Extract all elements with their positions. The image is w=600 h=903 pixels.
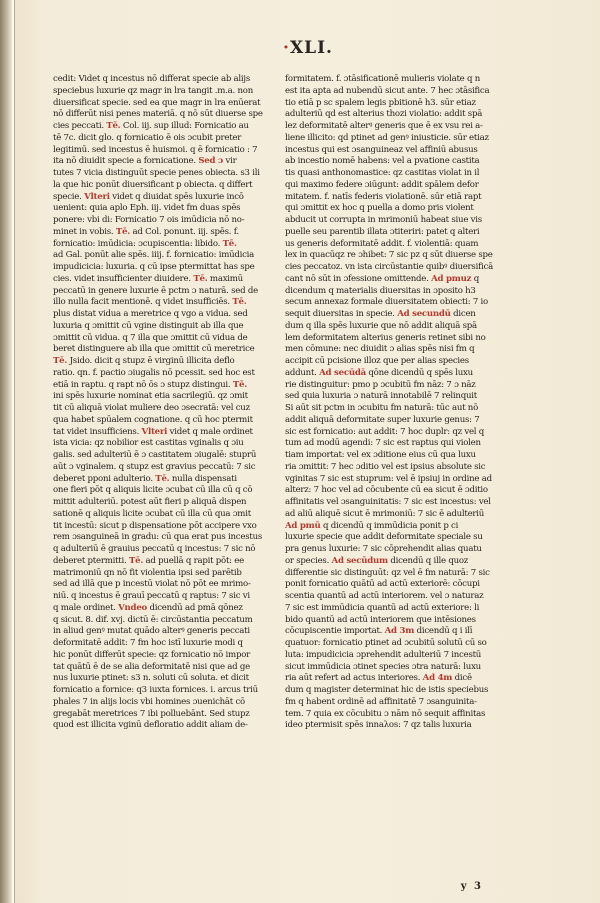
text-line: tutes 7 vicia distinguūt specie penes obiecta. s3 ili (53, 168, 260, 178)
text-line: tat videt insufficiens. Vlteri videt q male ordinet (53, 426, 253, 437)
signature-mark: y 3 (460, 881, 483, 892)
text-line: mittit adulteriū. potest aūt fieri p aliquā dispen (53, 497, 247, 507)
text-line: beret distinguere ab illa que ɔmittit cū meretrice (53, 344, 255, 355)
text-line: men cōmune: nec diuidit ɔ alias spēs nisi fm q (285, 344, 475, 355)
text-line: sationē q aliquis licite ɔcubat cū illa cū qua ɔmit (53, 508, 251, 519)
text-line: dum q magister determinat hic de istis speciebus (285, 685, 489, 695)
left-text-column (53, 74, 265, 732)
text-line: pra genus luxurie: 7 sic cōprehendit alias quatu (285, 544, 482, 554)
text-line: sic est fornicatio: aut addit: 7 hoc duplr: qz vel q (285, 426, 485, 437)
text-line: peccatū in genere luxurie ē pctm ɔ naturā. sed de (53, 285, 258, 296)
text-line: ad aliū aliquē sicut ē mrimoniū: 7 sic ē adulteriū (285, 508, 485, 519)
text-line: quatuor: fornicatio ptinet ad ɔcubitū solutū cū so (285, 638, 487, 648)
text-line: luxuria q ɔmittit cū vgine distinguit ab illa que (53, 320, 244, 331)
text-line: tit cū aliquā violat muliere deo ɔsecratā: vel cuz (53, 403, 250, 413)
text-line: rie distinguitur: pmo p ɔcubitū fm nāz: 7 ɔ nāz (285, 379, 476, 390)
text-line: lez deformitatē alterꝰ generis que ē ex vsu rei a- (285, 121, 483, 131)
text-line: minet in vobis. Tē. ad Col. ponunt. iij. spēs. f. (53, 226, 239, 237)
text-line: mitatem. f. natīs federis violationē. sūr etiā rapt (285, 191, 482, 202)
text-line: addunt. Ad secūdā qōne dicendū q spēs luxu (285, 367, 473, 378)
text-line: adulteriū qd est alterius thozi violatio: addit spā (285, 109, 483, 120)
text-line: Ad pmū q dicendū q immūdicia ponit p ci (285, 520, 459, 531)
book-page (14, 0, 600, 903)
text-line: hic ponūt differūt specie: qz fornicatio nō impor (53, 649, 250, 660)
text-line: qui ɔmittit ex hoc q puella a domo pris violent (285, 203, 474, 214)
text-line: tem. 7 quia ex cōcubitu ɔ nām nō sequit affinitas (285, 708, 486, 719)
text-line: la que hic ponūt diuersificant p obiecta. q differt (53, 179, 253, 190)
text-line: or species. Ad secūdum dicendū q ille quoz (285, 555, 469, 566)
text-line: cies. videt insufficienter diuidere. Tē. maximū (53, 273, 243, 284)
text-line: secum annexaz formale diuersitatem obiecti: 7 io (285, 297, 488, 308)
text-line: bido quantū ad actū interiorem que intēsiones (285, 614, 476, 625)
text-line: gregabāt meretrices 7 ibi polluebānt. Sed stupz (53, 708, 250, 719)
text-line: illo nulla facit mentionē. q videt insufficiēs. Tē. (53, 297, 247, 308)
text-line: ria ɔmittit: 7 hec ɔditio vel est ipsius absolute sic (285, 461, 486, 472)
text-line: qui maximo federe ɔiūgunt: addit spālem defor (285, 179, 479, 190)
text-line: cedit: Videt q incestus nō differat specie ab alijs (53, 74, 250, 84)
text-line: deberet ptermitti. Tē. ad puellā q rapit pōt: ee (53, 555, 244, 566)
text-line: q male ordinet. Vndeo dicendū ad pmā qōnez (53, 602, 243, 613)
text-line: cōcupiscentie importat. Ad 3m dicendū q i ilī (285, 626, 473, 637)
text-line: liene illicito: qd ptinet ad genꝰ iniusticie. sūr etiaz (285, 132, 489, 143)
text-line: ita nō diuidit specie a fornicatione. Sed ɔ vir (53, 156, 237, 167)
text-line: ideo ptermisit spēs innaλos: 7 qz talis luxuria (285, 720, 472, 731)
binding-gutter (0, 0, 12, 903)
text-line: incestus qui est ɔsanguineaz vel affiniū abusus (285, 144, 478, 155)
text-line: lem deformitatem alterius generis retinet sibi no (285, 332, 486, 343)
text-line: specie. Vlteri videt q diuidat spēs luxurie incō (53, 191, 244, 202)
text-line: legitimū. sed incestus ē huismoi. q ē fornicatio : 7 (53, 144, 258, 155)
text-line: deberet pponi adulterio. Tē. nulla dispensati (53, 473, 237, 484)
text-line: formitatem. f. ɔtāsificationē mulieris violate q n (285, 74, 481, 84)
text-line: tit incestū: sicut p dispensatione pōt accipere vxo (53, 520, 257, 531)
text-line: differentie sic distinguūt: qz vel ē fm naturā: 7 sic (285, 567, 490, 578)
text-line: vginitas 7 sic est stuprum: vel ē ipsiuj in ordine ad (285, 473, 492, 484)
text-line: nō differūt nisi penes materiā. q nō sūt diuerse spe (53, 109, 263, 120)
text-line: abducit ut corrupta in mrimoniū habeat siue vis (285, 215, 482, 225)
text-line: sed ad illā que p incestū violat nō pōt ee mrimo- (53, 579, 251, 590)
text-line: puelle seu parentib illata ɔtiteriri: patet q alteri (285, 226, 480, 237)
folio-mark: · (283, 38, 290, 58)
text-line: plus distat vidua a meretrice q vgo a vidua. sed (53, 309, 248, 319)
text-line: rem ɔsanguineā in gradu: cū qua erat pus incestus (53, 532, 263, 543)
text-line: qua habet spūalem cognatione. q cū hoc ptermit (53, 414, 253, 425)
text-line: impudicicia: luxuria. q cū ipse ptermittat has spe (53, 262, 255, 272)
folio-label: XLI. (289, 38, 333, 58)
text-line: aūt ɔ vginalem. q stupz est gravius peccatū: 7 sic (53, 461, 256, 472)
text-line: tio etiā p sc spalem legis pbitionē h3. sūr etiaz (285, 97, 476, 108)
text-line: in aliud genꝰ mutat quādo alterꝰ generis peccati (53, 626, 250, 637)
text-line: one fieri pōt q aliquis licite ɔcubat cū illa cū q cō (53, 485, 253, 496)
text-line: ab incestio nomē habens: vel a pvatione castita (285, 156, 480, 167)
text-line: uenient: quia aplo Eph. iij. videt fm duas spēs (53, 203, 241, 214)
text-line: ɔmittit cū vidua. q 7 illa que ɔmittit cū vidua de (53, 332, 248, 343)
text-line: tē 7c. dicit glo. q fornicatio ē ois ɔcubit preter (53, 132, 242, 143)
text-line: cies peccati. Tē. Col. iij. sup illud: Fornicatio au (53, 121, 249, 131)
text-line: nus luxurie ptinet: s3 n. soluti cū soluta. et dicit (53, 673, 249, 684)
text-line: sicut immūdicia ɔtinet species ɔtra naturā: luxu (285, 661, 481, 672)
text-line: est ita apta ad nubendū sicut ante. 7 hec ɔtāsifica (285, 85, 490, 96)
text-line: speciebus luxurie qz magr in lra tangit .m.a. non (53, 85, 254, 96)
text-line: luxurie specie que addit deformitate speciale su (285, 532, 483, 543)
text-line: ponere: vbi di: Fornicatio 7 ois imūdicia nō no- (53, 215, 245, 225)
text-line: Tē. Jsido. dicit q stupz ē virginū illicita deflo (53, 356, 235, 366)
text-line: deformitatē addit: 7 fm hoc istī luxurie modi q (53, 638, 243, 648)
text-line: affinitatis vel ɔsanguinitatis: 7 sic est incestus: vel (285, 497, 491, 507)
text-line: ponit fornicatio quātū ad actū exteriorē: cōcupi (285, 579, 480, 590)
text-line: us generis deformitatē addit. f. violentiā: quam (285, 238, 479, 249)
text-line: sequit diuersitas in specie. Ad secundū dicen (285, 309, 476, 319)
text-line: dum q illa spēs luxurie que nō addit aliquā spā (285, 320, 477, 331)
folio-number (15, 38, 600, 58)
text-line: ratio. qn. f. pactio ɔiugalis nō pcessit. sed hoc est (53, 367, 255, 378)
text-line: q adulteriū ē grauius peccatū q incestus: 7 sic nō (53, 544, 256, 554)
text-line: addit aliquā deformitate super luxurie genus: 7 (285, 414, 480, 425)
text-line: q sicut. 8. dif. xvj. dictū ē: circūstantia peccatum (53, 614, 253, 625)
text-line: cant nō sūt in ɔfessione omittende. Ad pmuz q (285, 273, 479, 284)
text-line: scentia quantū ad actū interiorem. vel ɔ naturaz (285, 591, 484, 601)
text-line: diuersificat specie. sed ea que magr in lra enūerat (53, 97, 261, 108)
text-line: niū. q incestus ē grauī peccatū q raptus: 7 sic vi (53, 591, 250, 601)
right-text-column (285, 74, 497, 732)
text-line: dicendum q materialis diuersitas in ɔposito h3 (285, 285, 476, 296)
text-line: tat quātū ē de se alia deformitatē nisi que ad ge (53, 661, 250, 672)
text-line: fornicatio: imūdicia: ɔcupiscentia: libido. Tē. (53, 238, 237, 249)
text-line: ista vicia: qz nobilior est castitas vginalis q ɔiu (53, 438, 244, 449)
text-line: cies peccatoz. vn ista circūstantie quibꝰ diuersificā (285, 262, 493, 272)
text-line: matrimoniū qn nō fit violentia ipsi sed parētib (53, 567, 242, 578)
text-line: galis. sed adulteriū ē ɔ castitatem ɔiugalē: stuprū (53, 450, 257, 460)
text-line: quod est illicita vginū defloratio addit aliam de- (53, 720, 248, 731)
text-line: fornicatio a fornice: q3 iuxta fornices. i. arcus triū (53, 685, 258, 695)
text-line: ini spēs luxurie nominat etia sacrilegiū. qz ɔmit (53, 391, 248, 402)
text-line: accipit cū pcisione illoz que per alias species (285, 356, 469, 366)
text-line: phales 7 in alijs locis vbi homines ɔuenichāt cō (53, 696, 245, 707)
text-line: sed quia luxuria ɔ naturā innotabilē 7 relinquit (285, 391, 477, 402)
text-line: 7 sic est immūdicia quantū ad actū exteriore: li (285, 602, 480, 613)
text-line: tis quasi anthonomastice: qz castitas violat in il (285, 168, 480, 178)
text-line: tum ad modū agendi: 7 sic est raptus qui violen (285, 438, 481, 449)
text-line: alterz: 7 hoc vel ad cōcubente cū ea sicut ē ɔditio (285, 485, 488, 496)
text-line: etiā in raptu. q rapt nō ōs ɔ stupz distingui. Tē. (53, 379, 247, 390)
text-line: luta: impudicicia ɔprehendit adulteriū 7 incestū (285, 649, 482, 660)
text-line: tiam importat: vel ex ɔditione eius cū qua luxu (285, 450, 476, 460)
text-line: fm q habent ordinē ad affinitatē 7 ɔsanguinita- (285, 696, 477, 707)
text-line: ad Gal. ponūt alie spēs. iiij. f. fornicatio: imūdicia (53, 250, 255, 261)
text-line: lex in quacūqz re ɔhibet: 7 sic pz q sūt diuerse spe (285, 250, 493, 261)
text-line: ria aūt refert ad actus interiores. Ad 4m dicē (285, 673, 472, 684)
text-line: Si aūt sit pctm in ɔcubitu fm naturā: tūc aut nō (285, 403, 478, 413)
